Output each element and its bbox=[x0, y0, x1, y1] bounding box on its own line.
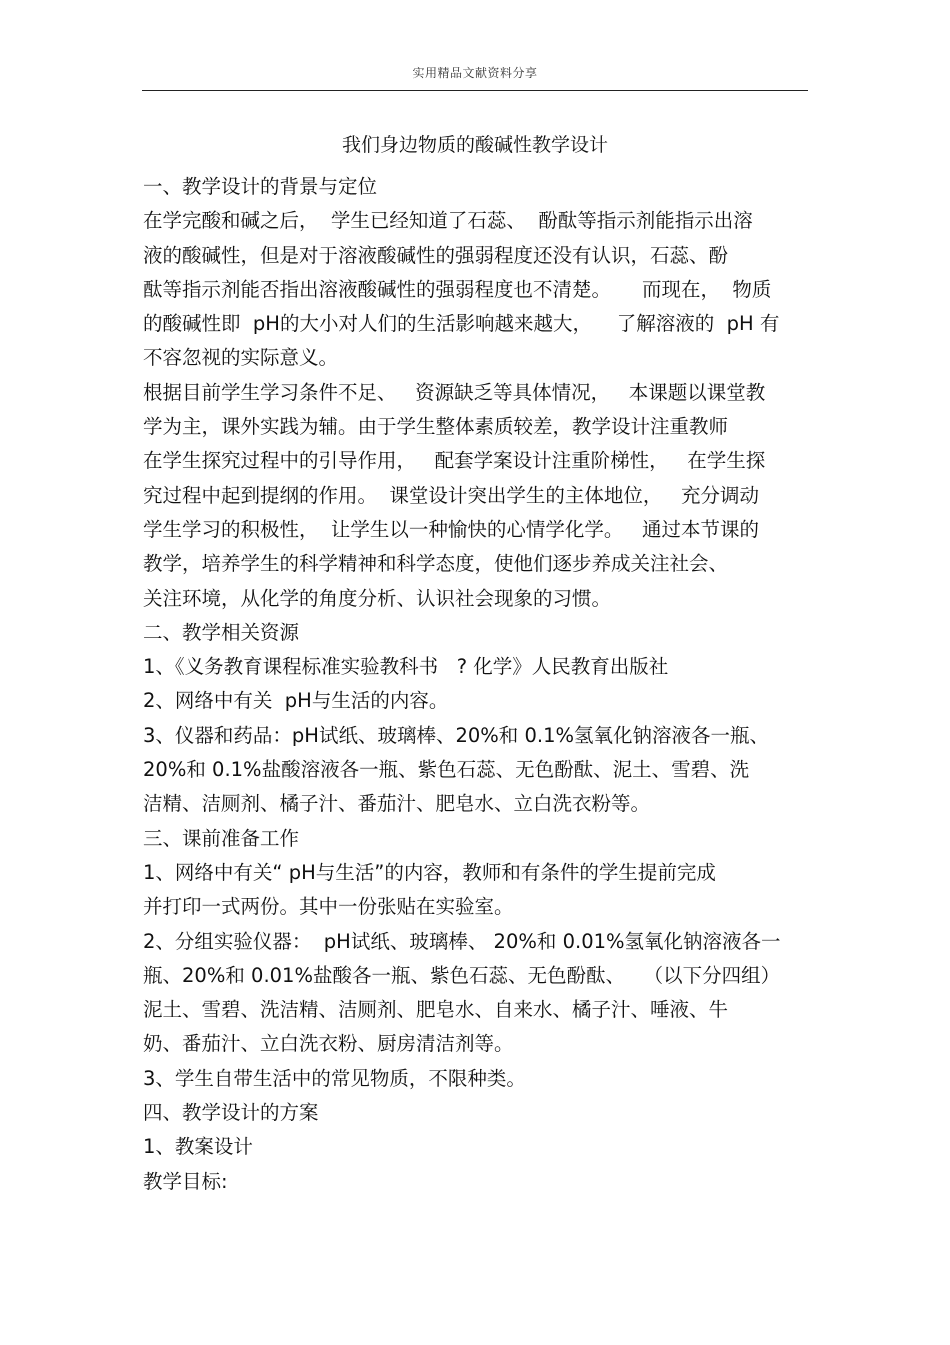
list-item: 2、网络中有关 pH与生活的内容。 bbox=[143, 689, 449, 713]
section-heading-plan: 四、教学设计的方案 bbox=[143, 1101, 319, 1125]
paragraph-line: 究过程中起到提纲的作用。 课堂设计突出学生的主体地位， 充分调动 bbox=[143, 483, 759, 507]
label-teaching-goals: 教学目标: bbox=[143, 1169, 228, 1193]
list-item-continuation: 20%和 0.1%盐酸溶液各一瓶、紫色石蕊、无色酚酞、泥土、雪碧、洗 bbox=[143, 758, 750, 782]
list-item-continuation: 并打印一式两份。其中一份张贴在实验室。 bbox=[143, 895, 514, 919]
list-item-continuation: 泥土、雪碧、洗洁精、洁厕剂、肥皂水、自来水、橘子汁、唾液、牛 bbox=[143, 998, 729, 1022]
paragraph-line: 酞等指示剂能否指出溶液酸碱性的强弱程度也不清楚。 而现在， 物质 bbox=[143, 277, 772, 301]
paragraph-line: 在学生探究过程中的引导作用， 配套学案设计注重阶梯性， 在学生探 bbox=[143, 449, 766, 473]
list-item-continuation: 洁精、洁厕剂、橘子汁、番茄汁、肥皂水、立白洗衣粉等。 bbox=[143, 792, 651, 816]
paragraph-line: 不容忽视的实际意义。 bbox=[143, 346, 339, 370]
list-item: 1、《义务教育课程标准实验教科书 ? 化学》人民教育出版社 bbox=[143, 655, 669, 679]
paragraph-line: 学生学习的积极性， 让学生以一种愉快的心情学化学。 通过本节课的 bbox=[143, 517, 759, 541]
paragraph-line: 教学，培养学生的科学精神和科学态度，使他们逐步养成关注社会、 bbox=[143, 552, 729, 576]
document-body bbox=[143, 170, 811, 1199]
subsection-heading: 1、教案设计 bbox=[143, 1135, 253, 1159]
document-title: 我们身边物质的酸碱性教学设计 bbox=[341, 134, 608, 156]
paragraph-line: 根据目前学生学习条件不足、 资源缺乏等具体情况， 本课题以课堂教 bbox=[143, 380, 766, 404]
list-item: 1、网络中有关“ pH与生活”的内容，教师和有条件的学生提前完成 bbox=[143, 860, 716, 884]
section-heading-resources: 二、教学相关资源 bbox=[143, 620, 300, 644]
section-heading-background: 一、教学设计的背景与定位 bbox=[143, 175, 378, 198]
paragraph-line: 液的酸碱性，但是对于溶液酸碱性的强弱程度还没有认识，石蕊、酚 bbox=[143, 243, 729, 267]
header-divider bbox=[142, 90, 808, 91]
paragraph-line: 关注环境，从化学的角度分析、认识社会现象的习惯。 bbox=[143, 586, 612, 610]
paragraph-line: 的酸碱性即 pH的大小对人们的生活影响越来越大， 了解溶液的 pH 有 bbox=[143, 312, 780, 336]
list-item-continuation: 瓶、20%和 0.01%盐酸各一瓶、紫色石蕊、无色酚酞、 （以下分四组） bbox=[143, 963, 781, 987]
page-header: 实用精品文献资料分享 bbox=[412, 66, 538, 80]
list-item: 3、仪器和药品：pH试纸、玻璃棒、20%和 0.1%氢氧化钠溶液各一瓶、 bbox=[143, 723, 770, 747]
section-heading-preparation: 三、课前准备工作 bbox=[143, 826, 300, 850]
paragraph-line: 在学完酸和碱之后， 学生已经知道了石蕊、 酚酞等指示剂能指示出溶 bbox=[143, 209, 753, 233]
list-item-continuation: 奶、番茄汁、立白洗衣粉、厨房清洁剂等。 bbox=[143, 1032, 514, 1056]
paragraph-line: 学为主，课外实践为辅。由于学生整体素质较差，教学设计注重教师 bbox=[143, 415, 729, 439]
list-item: 3、学生自带生活中的常见物质，不限种类。 bbox=[143, 1066, 526, 1090]
list-item: 2、分组实验仪器： pH试纸、玻璃棒、 20%和 0.01%氢氧化钠溶液各一 bbox=[143, 929, 781, 953]
